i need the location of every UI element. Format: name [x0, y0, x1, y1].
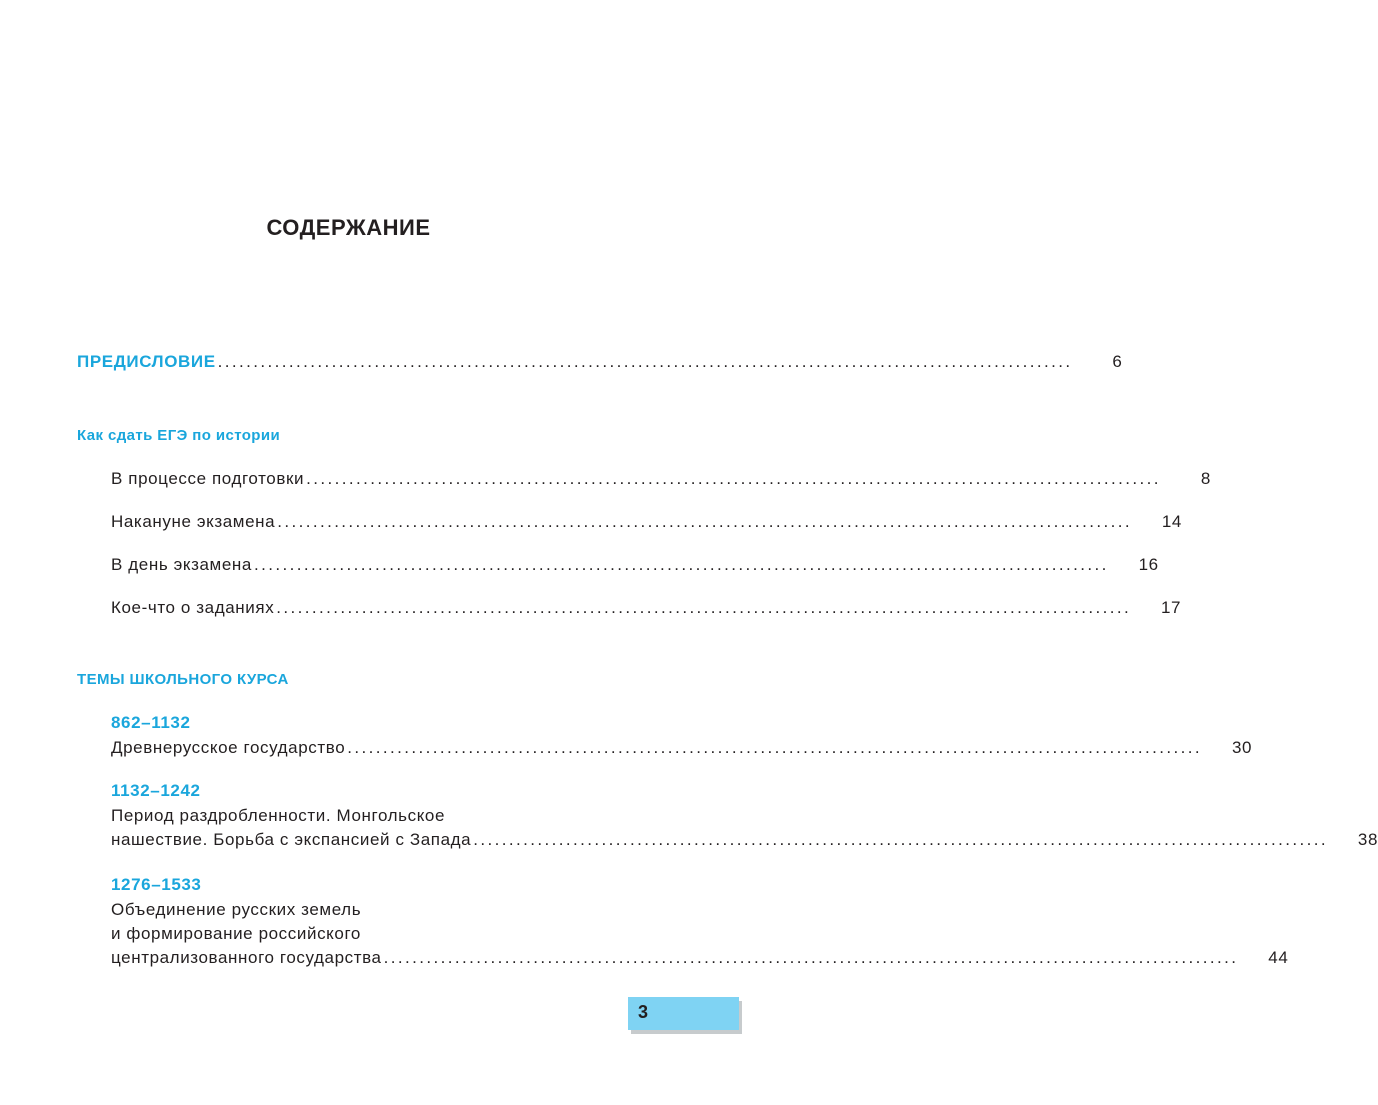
toc-entry-label: Объединение русских земель: [111, 900, 362, 919]
page-number-tab: [628, 997, 739, 1030]
toc-entry[interactable]: [111, 830, 1378, 850]
toc-entry[interactable]: [111, 555, 1159, 575]
dot-leader: ........................................................................................................................: [473, 830, 1329, 849]
toc-entry[interactable]: [111, 598, 1182, 618]
section-heading-topics: ТЕМЫ ШКОЛЬНОГО КУРСА: [77, 671, 289, 688]
toc-entry-label: Кое-что о заданиях: [111, 598, 275, 617]
section-heading-exam: Как сдать ЕГЭ по истории: [77, 427, 281, 444]
toc-entry-label: ПРЕДИСЛОВИЕ: [77, 352, 216, 371]
toc-page-number: 38: [1357, 830, 1378, 849]
toc-entry-label: В процессе подготовки: [111, 469, 305, 488]
toc-page-number: 8: [1200, 469, 1211, 488]
toc-entry-label: Накануне экзамена: [111, 512, 276, 531]
dot-leader: ........................................................................................................................: [347, 738, 1203, 757]
toc-entry-label: и формирование российского: [111, 924, 361, 943]
toc-page-number: 6: [1112, 352, 1123, 371]
toc-entry[interactable]: [111, 469, 1211, 489]
toc-entry-label: Период раздробленности. Монгольское: [111, 806, 446, 825]
dot-leader: ........................................................................................................................: [277, 512, 1132, 531]
toc-entry-label: нашествие. Борьба с экспансией с Запада: [111, 830, 472, 849]
dot-leader: ........................................................................................................................: [306, 469, 1161, 488]
toc-page-number: 16: [1138, 555, 1159, 574]
topic-years: 862–1132: [111, 713, 191, 732]
toc-entry[interactable]: [111, 948, 1289, 968]
toc-page-number: 44: [1268, 948, 1289, 967]
topic-years: 1132–1242: [111, 781, 201, 800]
toc-entry-label: централизованного государства: [111, 948, 382, 967]
toc-entry-preface[interactable]: [77, 352, 1123, 372]
toc-page-number: 17: [1160, 598, 1182, 617]
toc-page-number: 14: [1161, 512, 1182, 531]
toc-page-number: 30: [1231, 738, 1253, 757]
page-number: 3: [638, 1002, 649, 1022]
dot-leader: ........................................................................................................................: [253, 555, 1109, 574]
dot-leader: ........................................................................................................................: [276, 598, 1132, 617]
page-title: СОДЕРЖАНИЕ: [266, 215, 431, 240]
toc-entry-label: В день экзамена: [111, 555, 252, 574]
topic-years: 1276–1533: [111, 875, 202, 894]
dot-leader: ........................................................................................................................: [217, 352, 1073, 371]
dot-leader: ........................................................................................................................: [383, 948, 1239, 967]
toc-entry[interactable]: [111, 738, 1253, 758]
toc-entry[interactable]: [111, 512, 1182, 532]
toc-entry-label: Древнерусское государство: [111, 738, 346, 757]
